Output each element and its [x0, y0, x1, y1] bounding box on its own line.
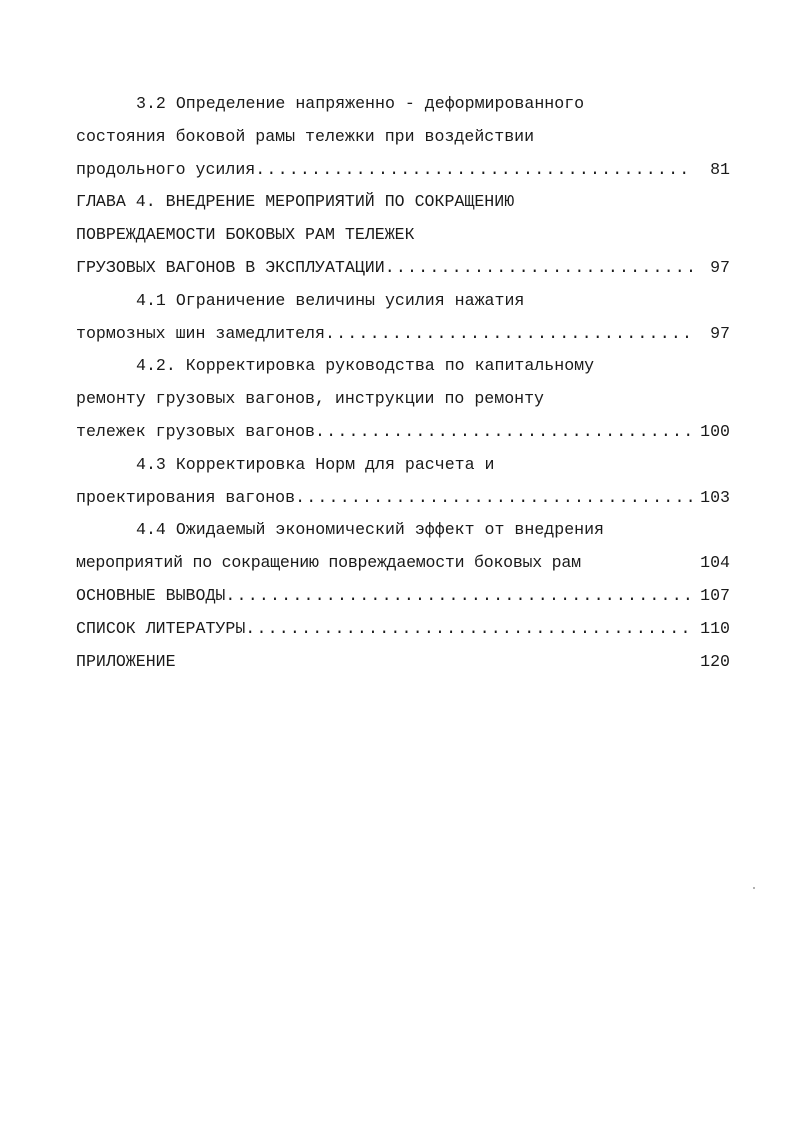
dot-leader [325, 318, 692, 351]
dot-leader [385, 252, 692, 285]
dot-leader [225, 580, 692, 613]
dot-leader [245, 613, 692, 646]
toc-entry-3-2-line-2: состояния боковой рамы тележки при воздействии [76, 126, 535, 146]
toc-entry-4-2-page: 100 [700, 421, 730, 441]
scan-speck [753, 887, 755, 889]
toc-entry-4-2-line-1: 4.2. Корректировка руководства по капитальному [136, 356, 595, 376]
toc-entry-4-4-line-2 [76, 547, 730, 580]
toc-entry-4-3-line-1: 4.3 Корректировка Норм для расчета и [136, 454, 495, 474]
toc-entry-3-2-line-1: 3.2 Определение напряженно - деформированного [136, 94, 585, 113]
toc-chapter-4-text: ГРУЗОВЫХ ВАГОНОВ В ЭКСПЛУАТАЦИИ [76, 257, 385, 277]
table-of-contents [76, 88, 730, 678]
toc-entry-4-1-page: 97 [710, 323, 730, 343]
toc-entry-references-page: 110 [700, 618, 730, 638]
toc-entry-4-3-line-2 [76, 482, 730, 515]
toc-entry-appendix [76, 646, 730, 679]
toc-entry-3-2-text: продольного усилия [76, 159, 256, 179]
toc-entry-appendix-page: 120 [700, 651, 730, 671]
toc-entry-4-3-text: проектирования вагонов [76, 487, 296, 507]
toc-entry-references-text: СПИСОК ЛИТЕРАТУРЫ [76, 618, 246, 638]
toc-entry-4-4-text: мероприятий по сокращению повреждаемости боковых рам [76, 553, 581, 573]
toc-entry-3-2-page: 81 [710, 159, 730, 179]
toc-entry-4-1-line-1: 4.1 Ограничение величины усилия нажатия [136, 290, 525, 310]
toc-entry-4-2-line-2: ремонту грузовых вагонов, инструкции по ремонту [76, 389, 545, 409]
toc-chapter-4-page: 97 [710, 257, 730, 277]
dot-leader [295, 482, 692, 515]
toc-chapter-4-line-1: ГЛАВА 4. ВНЕДРЕНИЕ МЕРОПРИЯТИЙ ПО СОКРАЩЕНИЮ [76, 192, 515, 212]
toc-entry-3-2-line-3 [76, 154, 730, 187]
toc-entry-conclusions-text: ОСНОВНЫЕ ВЫВОДЫ [76, 585, 226, 605]
toc-entry-4-2-text: тележек грузовых вагонов [76, 421, 315, 441]
toc-entry-references [76, 613, 730, 646]
toc-entry-4-1-text: тормозных шин замедлителя [76, 323, 325, 343]
toc-entry-4-3-page: 103 [700, 487, 730, 507]
toc-entry-4-2-line-3 [76, 416, 730, 449]
toc-entry-4-1-line-2 [76, 318, 730, 351]
dot-leader [315, 416, 692, 449]
toc-entry-4-4-line-1: 4.4 Ожидаемый экономический эффект от внедрения [136, 520, 605, 540]
toc-chapter-4-line-2: ПОВРЕЖДАЕМОСТИ БОКОВЫХ РАМ ТЕЛЕЖЕК [76, 225, 415, 245]
toc-chapter-4-line-3 [76, 252, 730, 285]
toc-entry-conclusions-page: 107 [700, 585, 730, 605]
toc-entry-conclusions [76, 580, 730, 613]
toc-entry-appendix-text: ПРИЛОЖЕНИЕ [76, 651, 176, 671]
dot-leader [255, 154, 692, 187]
toc-entry-4-4-page: 104 [700, 553, 730, 573]
